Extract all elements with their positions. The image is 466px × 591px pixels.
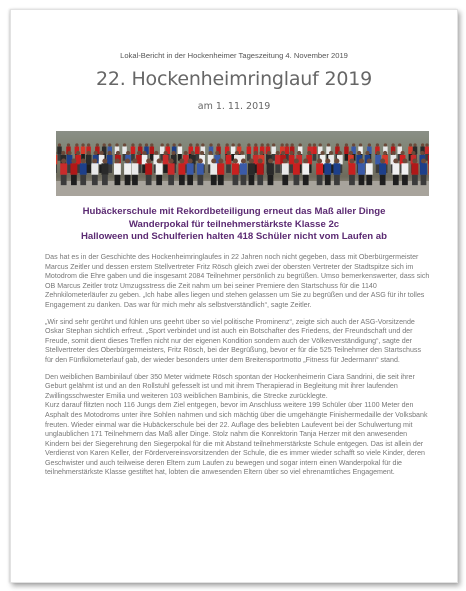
page-title: 22. Hockenheimringlauf 2019 [95,68,373,90]
event-date: am 1. 11. 2019 [197,101,271,112]
headline-1: Hubäckerschule mit Rekordbeteiligung erneut das Maß aller Dinge [82,206,386,217]
headline-3: Halloween und Schulferien halten 418 Schüler nicht vom Laufen ab [81,231,387,243]
paragraph-4: Kurz darauf flitzten noch 116 Jungs dem Ziel entgegen, bevor im Anschluss weitere 199 Schüler über 1100 Meter den Asphalt des Motodroms unter ihre Sohlen nahmen und sich mächtig über die umgehängte Finishermedaille der Volksbank freuten. Wieder einmal war die Hubäckerschule bei der 22. Auflage des beliebten Laufevent bei der Schulwertung mit unglaublichen 171 Teilnehmern das Maß aller Dinge. Stolz nahm die Konrektorin Tanja Herzer mit den anwesenden Kindern bei der Siegerehrung den Siegerpokal für die mit Abstand teilnehmerstärkste Schule entgegen. Das ist allein der Verdienst von Karen Keller, der Fördervereinsvorsitzenden der Schule, die es immer wieder schafft so viele Kinder, deren Geschwister und auch teilweise deren Eltern zum Laufen zu bewegen und sogar intern einen Wanderpokal für die teilnehmerstärkste Klasse gestiftet hat, lobten die anwesenden Eltern über so viel ehrenamtliches Engagement. [45,401,428,477]
paragraph-2: „Wir sind sehr gerührt und fühlen uns geehrt über so viel politische Prominenz“, zeigte sich auch der ASG-Vorsitzende Oskar Stephan sichtlich erfreut. „Sport verbindet und ist auch ein Botschafter des Friedens, der Freundschaft und der Freude, somit dient dieses Treffen nicht nur der eigenen Kondition sondern auch der Völkerverständigung“, sagte der Stellvertreter des Oberbürgermeisters, Fritz Rösch, bei der Begrüßung, bevor er für die 525 Teilnehmer den Startschuss für den Fünfkilometerlauf gab, der wieder besonders unter dem Breitensportmotto „Fitness für Jedermann“ stand. [45,317,422,364]
paragraph-1: Das hat es in der Geschichte des Hockenheimringlaufes in 22 Jahren noch nicht gegeben, dass mit Oberbürgermeister Marcus Zeitler und dessen erstem Stellvertreter Fritz Rösch gleich zwei der obersten Vertreter der Stadtspitze sich im Motodrom die Ehre gaben und die insgesamt 2084 Teilnehmer persönlich zu begrüßen. Umso bemerkenswerter, dass sich OB Marcus Zeitler trotz Umzugsstress die Zeit nahm um bei seiner Premiere den Startschuss für die 1140 Zehnkilometerläufer zu geben. „Ich habe alles liegen und stehen gelassen um Sie zu begrüßen und der ASG für ihr tolles Engagement zu danken. Das war für mich mehr als selbstverständlich“, sagte Zeitler. [45,253,430,309]
paragraph-3: Den weiblichen Bambinilauf über 350 Meter widmete Rösch spontan der Hockenheimerin Ciara Sandrini, die seit ihrer Geburt gelähmt ist und an den Rollstuhl gefesselt ist und mit ihrem Therapierad in Begleitung mit ihrer laufenden Zwillingsschwester Emilia und weiteren 103 weiblichen Bambinis, die Strecke zurücklegte. [45,372,415,400]
headline-block [11,206,457,244]
runners-photo [56,131,429,196]
runners-crowd-illustration [56,131,429,196]
document-page [10,9,458,583]
headline-2: Wanderpokal für teilnehmerstärkste Klasse 2c [128,218,340,230]
newspaper-kicker: Lokal-Bericht in der Hockenheimer Tageszeitung 4. November 2019 [120,51,348,60]
article-body [45,253,431,485]
